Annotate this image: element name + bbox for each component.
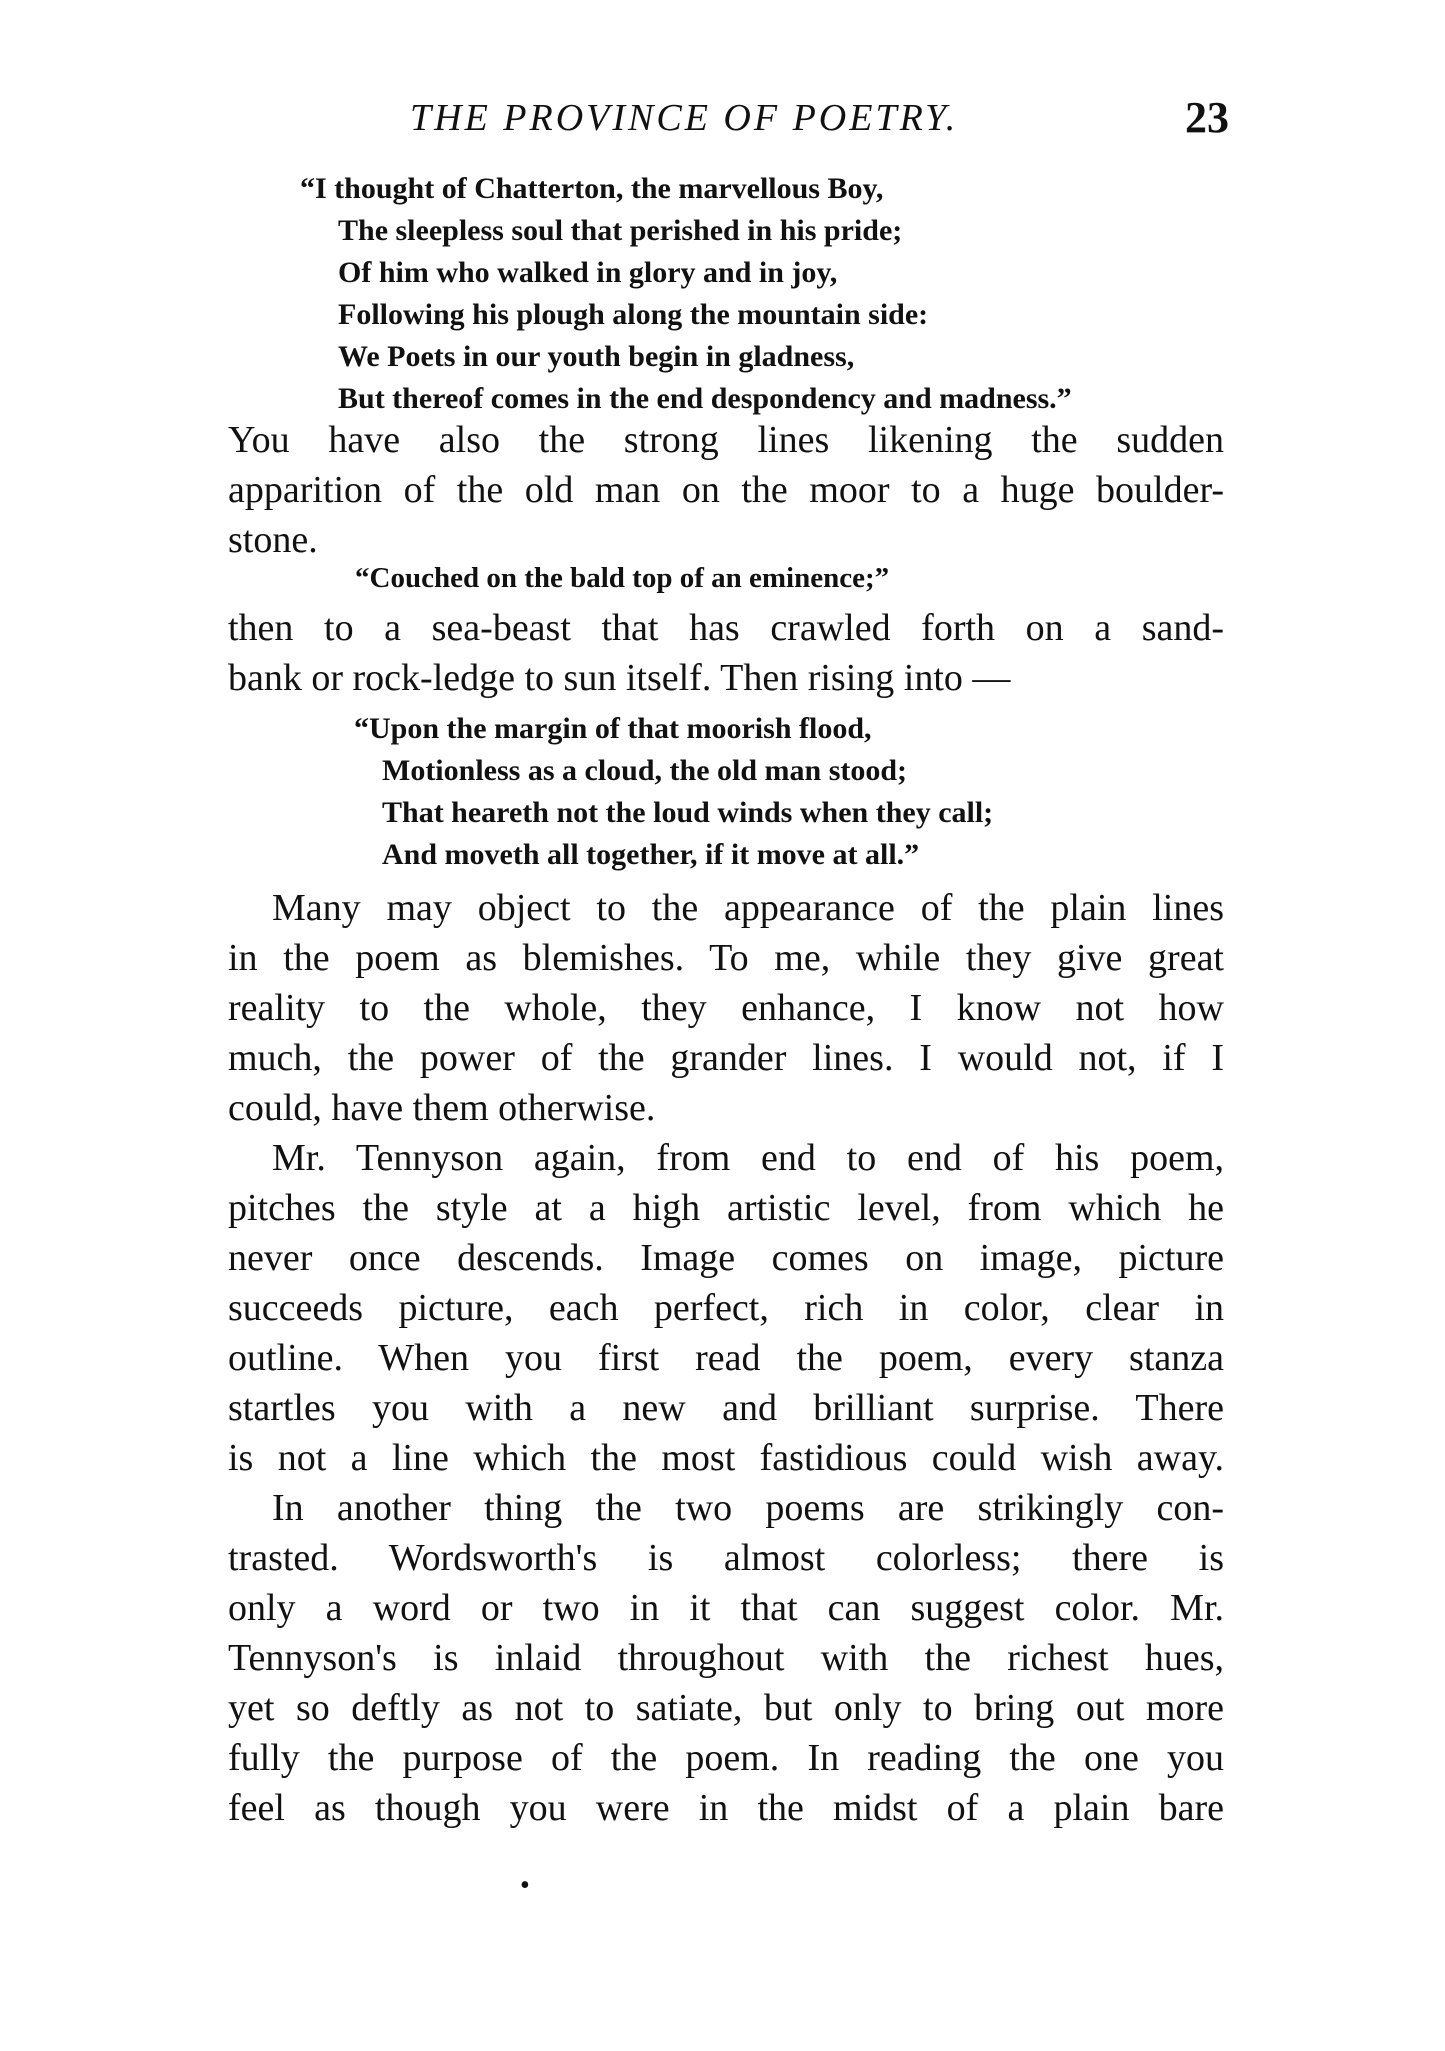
quote2-line: “Couched on the bald top of an eminence;”	[355, 562, 890, 594]
para5-line-6: fully the purpose of the poem. In reading the one you	[228, 1737, 1224, 1779]
para3-line-4: much, the power of the grander lines. I would not, if I	[228, 1037, 1224, 1079]
para1-line-3: stone.	[228, 519, 318, 561]
para3-line-3: reality to the whole, they enhance, I know not how	[228, 987, 1224, 1029]
quote1-line-5: We Poets in our youth begin in gladness,	[338, 340, 855, 373]
quote3-line-2: Motionless as a cloud, the old man stood;	[382, 754, 908, 787]
para3-line-5: could, have them otherwise.	[228, 1087, 656, 1129]
para2-line-2: bank or rock-ledge to sun itself. Then rising into —	[228, 657, 1011, 699]
para1-line-1: You have also the strong lines likening the sudden	[228, 419, 1224, 461]
para3-line-1: Many may object to the appearance of the plain lines	[272, 887, 1224, 929]
footer-mark: •	[520, 1870, 530, 1901]
para4-line-2: pitches the style at a high artistic level, from which he	[228, 1187, 1224, 1229]
para4-line-5: outline. When you first read the poem, every stanza	[228, 1337, 1224, 1379]
para5-line-5: yet so deftly as not to satiate, but only to bring out more	[228, 1687, 1224, 1729]
running-title: THE PROVINCE OF POETRY.	[410, 97, 959, 139]
para4-line-4: succeeds picture, each perfect, rich in color, clear in	[228, 1287, 1224, 1329]
quote3-line-1: “Upon the margin of that moorish flood,	[354, 712, 872, 745]
para5-line-2: trasted. Wordsworth's is almost colorless; there is	[228, 1537, 1224, 1579]
para2-line-1: then to a sea-beast that has crawled forth on a sand-	[228, 607, 1224, 649]
para3-line-2: in the poem as blemishes. To me, while they give great	[228, 937, 1224, 979]
quote1-line-2: The sleepless soul that perished in his pride;	[338, 214, 903, 247]
quote3-line-4: And moveth all together, if it move at all.”	[382, 838, 920, 871]
para5-line-7: feel as though you were in the midst of a plain bare	[228, 1787, 1224, 1829]
para5-line-3: only a word or two in it that can suggest color. Mr.	[228, 1587, 1224, 1629]
para1-line-2: apparition of the old man on the moor to a huge boulder-	[228, 469, 1224, 511]
para4-line-3: never once descends. Image comes on image, picture	[228, 1237, 1224, 1279]
quote1-line-1: “I thought of Chatterton, the marvellous Boy,	[300, 172, 884, 205]
quote1-line-4: Following his plough along the mountain side:	[338, 298, 929, 331]
quote1-line-6: But thereof comes in the end despondency and madness.”	[338, 382, 1072, 415]
para4-line-6: startles you with a new and brilliant surprise. There	[228, 1387, 1224, 1429]
para5-line-4: Tennyson's is inlaid throughout with the richest hues,	[228, 1637, 1224, 1679]
page-number: 23	[1185, 93, 1229, 142]
para4-line-7: is not a line which the most fastidious could wish away.	[228, 1437, 1224, 1479]
quote3-line-3: That heareth not the loud winds when they call;	[382, 796, 994, 829]
para5-line-1: In another thing the two poems are strikingly con-	[272, 1487, 1224, 1529]
para4-line-1: Mr. Tennyson again, from end to end of his poem,	[272, 1137, 1224, 1179]
quote1-line-3: Of him who walked in glory and in joy,	[338, 256, 838, 289]
